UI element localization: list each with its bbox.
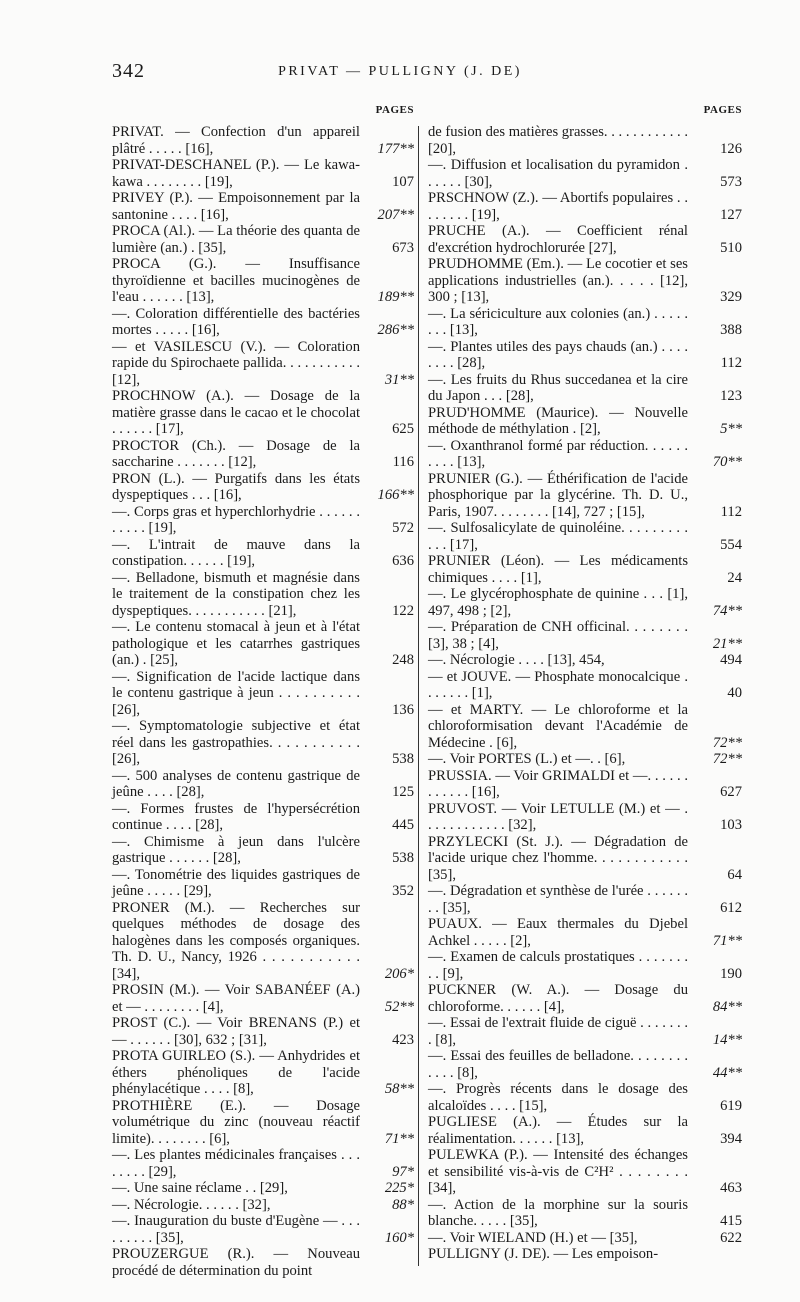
index-entry — [428, 982, 742, 1015]
entry-page: 494 — [720, 652, 742, 668]
index-entry — [428, 520, 742, 553]
entry-text: —. Diffusion et localisation du pyramidon . . . . . . [30], — [428, 157, 688, 190]
index-entry — [428, 652, 742, 669]
entry-page: 207** — [377, 206, 414, 223]
entry-page: 352 — [392, 883, 414, 899]
index-entry — [112, 223, 414, 256]
entry-page: 636 — [392, 553, 414, 569]
entry-text: —. Action de la morphine sur la souris blanche. . . . . [35], — [428, 1196, 688, 1229]
index-entry — [428, 157, 742, 190]
index-entry — [428, 669, 742, 702]
entry-text: —. Coloration différentielle des bactéries mortes . . . . . [16], — [112, 305, 360, 338]
index-entry — [428, 223, 742, 256]
entry-page: 160* — [384, 1229, 414, 1246]
index-entry — [112, 900, 414, 983]
index-entry — [112, 1246, 414, 1279]
entry-text: —. Voir PORTES (L.) et —. . [6], — [428, 751, 626, 767]
entry-page: 74** — [712, 602, 742, 619]
entry-text: —. Les fruits du Rhus succedanea et la cire du Japon . . . [28], — [428, 371, 688, 404]
index-entry — [112, 388, 414, 438]
entry-page: 71** — [384, 1130, 414, 1147]
index-entry — [112, 190, 414, 223]
index-entry — [428, 1015, 742, 1048]
entry-text: —. L'intrait de mauve dans la constipation. . . . . . [19], — [112, 536, 360, 569]
index-entry — [428, 405, 742, 438]
entry-text: —. Tonométrie des liquides gastriques de jeûne . . . . . [29], — [112, 866, 360, 899]
entry-text: —. Progrès récents dans le dosage des alcaloïdes . . . . [15], — [428, 1081, 688, 1114]
entry-text: PRUSSIA. — Voir GRIMALDI et —. . . . . . . . . . . . [16], — [428, 767, 688, 800]
entry-page: 97* — [392, 1163, 414, 1180]
left-entries — [112, 124, 414, 1279]
pages-column-label: PAGES — [703, 104, 742, 116]
entry-text: —. Voir WIELAND (H.) et — [35], — [428, 1229, 638, 1246]
entry-page: 394 — [720, 1130, 742, 1147]
index-entry — [112, 504, 414, 537]
index-entry — [112, 256, 414, 306]
entry-page: 127 — [720, 206, 742, 223]
entry-page: 125 — [392, 784, 414, 800]
index-entry — [428, 190, 742, 223]
entry-page: 24 — [727, 569, 742, 586]
index-entry — [428, 1197, 742, 1230]
entry-text: —. Dégradation et synthèse de l'urée . . . . . . . . [35], — [428, 883, 688, 916]
entry-page: 622 — [720, 1229, 742, 1246]
entry-text: —. Essai de l'extrait fluide de ciguë . . . . . . . . [8], — [428, 1015, 688, 1048]
entry-text: PUGLIESE (A.). — Études sur la réalimentation. . . . . . [13], — [428, 1114, 688, 1147]
entry-text: —. Les plantes médicinales françaises . . . . . . . . [29], — [112, 1147, 360, 1180]
entry-text: —. Le contenu stomacal à jeun et à l'état pathologique et les catarrhes gastriques (an.) . [25], — [112, 619, 360, 668]
entry-page: 573 — [720, 173, 742, 190]
index-entry — [112, 438, 414, 471]
entry-page: 612 — [720, 899, 742, 916]
index-entry — [428, 949, 742, 982]
index-entry — [428, 883, 742, 916]
entry-page: 673 — [392, 239, 414, 256]
entry-text: —. Belladone, bismuth et magnésie dans le traitement de la constipation chez les dyspeptiques. . . . . . . . . . . [21], — [112, 569, 360, 619]
index-entry — [112, 1015, 414, 1048]
entry-page: 84** — [712, 998, 742, 1015]
entry-page: 72** — [712, 734, 742, 751]
index-entry — [112, 669, 414, 719]
index-entry — [428, 1048, 742, 1081]
entry-text: —. Le glycérophosphate de quinine . . . [1], 497, 498 ; [2], — [428, 586, 688, 619]
entry-page: 112 — [720, 355, 742, 371]
entry-page: 31** — [384, 371, 414, 388]
entry-page: 72** — [712, 751, 742, 767]
column-divider — [418, 126, 419, 1266]
index-entry — [428, 124, 742, 157]
entry-text: —. Chimisme à jeun dans l'ulcère gastrique . . . . . . [28], — [112, 833, 360, 866]
entry-page: 248 — [392, 652, 414, 668]
page-header — [0, 60, 800, 90]
entry-page: 445 — [392, 817, 414, 833]
entry-text: —. Signification de l'acide lactique dans le contenu gastrique à jeun . . . . . . . . . . [26], — [112, 668, 360, 718]
index-entry — [428, 1081, 742, 1114]
entry-page: 112 — [720, 503, 742, 520]
entry-page: 206* — [384, 965, 414, 982]
right-column — [428, 104, 742, 1263]
entry-page: 123 — [720, 388, 742, 404]
entry-page: 415 — [720, 1213, 742, 1229]
index-entry — [112, 124, 414, 157]
entry-text: PROST (C.). — Voir BRENANS (P.) et — . . . . . . [30], 632 ; [31], — [112, 1015, 360, 1048]
entry-text: PRIVEY (P.). — Empoisonnement par la santonine . . . . [16], — [112, 190, 360, 223]
index-entry — [428, 339, 742, 372]
index-entry — [428, 619, 742, 652]
entry-page: 554 — [720, 536, 742, 553]
entry-text: PRIVAT. — Confection d'un appareil plâtré . . . . . [16], — [112, 124, 360, 157]
index-entry — [112, 1197, 414, 1214]
entry-text: PULLIGNY (J. DE). — Les empoison- — [428, 1246, 659, 1262]
index-entry — [428, 438, 742, 471]
entry-text: PUAUX. — Eaux thermales du Djebel Achkel . . . . . [2], — [428, 916, 688, 949]
entry-page: 136 — [392, 701, 414, 718]
entry-page: 286** — [377, 322, 414, 338]
index-entry — [428, 834, 742, 884]
index-entry — [112, 1098, 414, 1148]
index-entry — [112, 1180, 414, 1197]
entry-page: 625 — [392, 421, 414, 437]
page-number: 342 — [112, 60, 145, 82]
entry-page: 510 — [720, 239, 742, 256]
entry-page: 88* — [392, 1196, 414, 1213]
index-entry — [112, 157, 414, 190]
entry-page: 225* — [384, 1180, 414, 1196]
index-entry — [112, 982, 414, 1015]
entry-page: 21** — [712, 635, 742, 652]
entry-text: —. La sériciculture aux colonies (an.) . . . . . . . . [13], — [428, 305, 688, 338]
entry-text: PRONER (M.). — Recherches sur quelques méthodes de dosage des halogènes dans les composés organiques. Th. D. U., Nancy, 1926 . . . . . . . . . . . [34], — [112, 899, 360, 982]
entry-text: —. Inauguration du buste d'Eugène — . . . . . . . . . [35], — [112, 1213, 360, 1246]
entry-text: —. Nécrologie . . . . [13], 454, — [428, 652, 605, 668]
entry-page: 423 — [392, 1031, 414, 1048]
index-entry — [112, 1213, 414, 1246]
entry-text: PROCA (G.). — Insuffisance thyroïdienne et bacilles mucinogènes de l'eau . . . . . . [13], — [112, 256, 360, 305]
entry-text: PUCKNER (W. A.). — Dosage du chloroforme. . . . . . [4], — [428, 982, 688, 1015]
entry-page: 5** — [720, 421, 742, 437]
right-entries — [428, 124, 742, 1263]
entry-text: PRUNIER (Léon). — Les médicaments chimiques . . . . [1], — [428, 553, 688, 586]
index-entry — [428, 751, 742, 768]
entry-page: 122 — [392, 602, 414, 619]
entry-text: —. Examen de calculs prostatiques . . . . . . . . . [9], — [428, 949, 688, 982]
entry-text: —. Formes frustes de l'hypersécrétion continue . . . . [28], — [112, 800, 360, 833]
entry-text: PRSCHNOW (Z.). — Abortifs populaires . . . . . . . . [19], — [428, 190, 688, 223]
entry-page: 70** — [712, 454, 742, 470]
entry-text: —. Essai des feuilles de belladone. . . . . . . . . . . . [8], — [428, 1048, 688, 1081]
entry-page: 14** — [712, 1031, 742, 1048]
entry-text: PROSIN (M.). — Voir SABANÉEF (A.) et — . . . . . . . . [4], — [112, 982, 360, 1015]
entry-text: — et JOUVE. — Phosphate monocalcique . . . . . . . [1], — [428, 668, 688, 701]
entry-text: PRUDHOMME (Em.). — Le cocotier et ses applications industrielles (an.). . . . . [12], 300 ; [13], — [428, 256, 688, 305]
left-column — [112, 104, 414, 1279]
entry-text: —. Corps gras et hyperchlorhydrie . . . . . . . . . . . [19], — [112, 503, 360, 536]
entry-text: —. Préparation de CNH officinal. . . . . . . . [3], 38 ; [4], — [428, 619, 688, 652]
index-entry — [428, 768, 742, 801]
index-entry — [112, 537, 414, 570]
index-entry — [112, 471, 414, 504]
entry-text: PRUNIER (G.). — Éthérification de l'acide phosphorique par la glycérine. Th. D. U., Paris, 1907. . . . . . . . [14], 727 ; [15], — [428, 470, 688, 520]
index-entry — [428, 372, 742, 405]
entry-page: 166** — [377, 487, 414, 503]
entry-page: 190 — [720, 965, 742, 982]
entry-text: PRUD'HOMME (Maurice). — Nouvelle méthode de méthylation . [2], — [428, 404, 688, 437]
entry-text: —. 500 analyses de contenu gastrique de jeûne . . . . [28], — [112, 767, 360, 800]
entry-text: PROCHNOW (A.). — Dosage de la matière grasse dans le cacao et le chocolat . . . . . . [17], — [112, 388, 360, 437]
index-entry — [428, 553, 742, 586]
entry-page: 103 — [720, 817, 742, 833]
entry-text: PROTA GUIRLEO (S.). — Anhydrides et éthers phénoliques de l'acide phénylacétique . . . . [8], — [112, 1048, 360, 1097]
entry-text: PRIVAT-DESCHANEL (P.). — Le kawa-kawa . . . . . . . . [19], — [112, 157, 360, 190]
index-entry — [112, 570, 414, 620]
entry-page: 126 — [720, 140, 742, 157]
index-entry — [428, 1147, 742, 1197]
entry-text: PROCTOR (Ch.). — Dosage de la saccharine . . . . . . . [12], — [112, 437, 360, 470]
entry-text: PROTHIÈRE (E.). — Dosage volumétrique du zinc (nouveau réactif limite). . . . . . . . [6], — [112, 1097, 360, 1147]
entry-page: 388 — [720, 322, 742, 338]
entry-text: PRUCHE (A.). — Coefficient rénal d'excrétion hydrochlorurée [27], — [428, 223, 688, 256]
entry-page: 189** — [377, 289, 414, 305]
entry-text: —. Plantes utiles des pays chauds (an.) . . . . . . . . [28], — [428, 338, 688, 371]
entry-text: PROUZERGUE (R.). — Nouveau procédé de détermination du point — [112, 1246, 360, 1279]
index-entry — [112, 867, 414, 900]
entry-page: 177** — [377, 140, 414, 157]
index-entry — [428, 306, 742, 339]
index-entry — [112, 339, 414, 389]
entry-page: 107 — [392, 173, 414, 190]
index-entry — [112, 834, 414, 867]
entry-text: —. Une saine réclame . . [29], — [112, 1180, 288, 1196]
pages-column-label: PAGES — [375, 104, 414, 116]
index-entry — [112, 768, 414, 801]
entry-page: 52** — [384, 998, 414, 1015]
entry-page: 116 — [392, 454, 414, 470]
entry-text: —. Oxanthranol formé par réduction. . . . . . . . . . [13], — [428, 437, 688, 470]
entry-text: PROCA (Al.). — La théorie des quanta de lumière (an.) . [35], — [112, 223, 360, 256]
entry-page: 538 — [392, 751, 414, 767]
index-entry — [428, 1114, 742, 1147]
index-entry — [112, 801, 414, 834]
index-entry — [428, 916, 742, 949]
entry-text: —. Nécrologie. . . . . . [32], — [112, 1196, 271, 1213]
index-entry — [428, 702, 742, 752]
index-entry — [428, 586, 742, 619]
entry-text: — et VASILESCU (V.). — Coloration rapide du Spirochaete pallida. . . . . . . . . . . [12], — [112, 338, 360, 388]
index-entry — [428, 801, 742, 834]
entry-page: 44** — [712, 1064, 742, 1081]
entry-page: 40 — [727, 685, 742, 701]
entry-page: 329 — [720, 289, 742, 305]
index-entry — [112, 1147, 414, 1180]
entry-text: PRZYLECKI (St. J.). — Dégradation de l'acide urique chez l'homme. . . . . . . . . . . . [35], — [428, 833, 688, 883]
entry-page: 572 — [392, 520, 414, 536]
index-entry — [112, 1048, 414, 1098]
entry-text: PRON (L.). — Purgatifs dans les états dyspeptiques . . . [16], — [112, 470, 360, 503]
index-entry — [112, 718, 414, 768]
entry-page: 64 — [727, 866, 742, 883]
entry-page: 58** — [384, 1081, 414, 1097]
running-title: PRIVAT — PULLIGNY (J. DE) — [278, 64, 522, 79]
index-entry — [428, 1246, 742, 1263]
entry-text: — et MARTY. — Le chloroforme et la chloroformisation devant l'Académie de Médecine . [6], — [428, 701, 688, 751]
index-entry — [428, 256, 742, 306]
index-entry — [112, 306, 414, 339]
entry-page: 463 — [720, 1180, 742, 1196]
entry-page: 71** — [712, 932, 742, 949]
index-entry — [428, 1230, 742, 1247]
index-entry — [112, 619, 414, 669]
entry-page: 538 — [392, 850, 414, 866]
entry-page: 619 — [720, 1097, 742, 1114]
entry-text: —. Sulfosalicylate de quinoléine. . . . . . . . . . . . [17], — [428, 520, 688, 553]
entry-text: PRUVOST. — Voir LETULLE (M.) et — . . . . . . . . . . . . [32], — [428, 800, 688, 833]
entry-text: PULEWKA (P.). — Intensité des échanges et sensibilité vis-à-vis de C²H² . . . . . . . . [34], — [428, 1147, 688, 1196]
entry-text: de fusion des matières grasses. . . . . . . . . . . . [20], — [428, 124, 688, 157]
entry-text: —. Symptomatologie subjective et état réel dans les gastropathies. . . . . . . . . . . [26], — [112, 718, 360, 767]
index-entry — [428, 471, 742, 521]
entry-page: 627 — [720, 784, 742, 800]
